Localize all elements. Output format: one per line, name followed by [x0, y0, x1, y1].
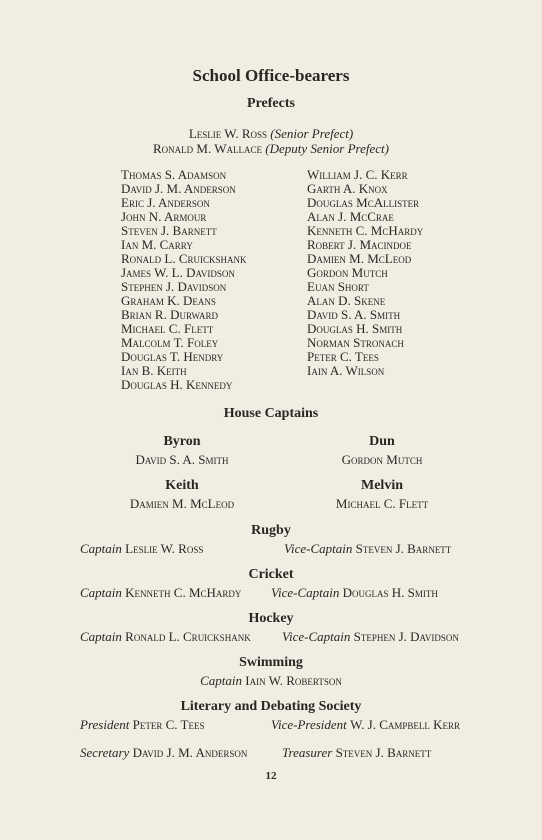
- list-item: Douglas McAllister: [307, 195, 420, 210]
- vice-captain-name: Douglas H. Smith: [342, 585, 438, 600]
- captain-name: Ronald L. Cruickshank: [125, 629, 251, 644]
- hockey-captain: [80, 629, 251, 645]
- house-name: Dun: [369, 434, 395, 449]
- list-item: Graham K. Deans: [121, 293, 216, 308]
- list-item: Brian R. Durward: [121, 307, 218, 322]
- vice-captain-label: Vice-Captain: [284, 541, 353, 556]
- list-item: Douglas H. Kennedy: [121, 377, 233, 392]
- rugby-captain: [80, 541, 203, 557]
- list-item: Steven J. Barnett: [121, 223, 217, 238]
- captain-label: Captain: [80, 629, 122, 644]
- list-item: Kenneth C. McHardy: [307, 223, 424, 238]
- house-captain-name: Gordon Mutch: [341, 452, 423, 467]
- list-item: James W. L. Davidson: [121, 265, 235, 280]
- list-item: Michael C. Flett: [121, 321, 214, 336]
- list-item: Ian B. Keith: [121, 363, 187, 378]
- list-item: Thomas S. Adamson: [121, 167, 227, 182]
- vice-president-name: W. J. Campbell Kerr: [350, 717, 461, 732]
- treasurer-label: Treasurer: [282, 745, 333, 760]
- deputy-prefect-name: Ronald M. Wallace: [153, 141, 263, 156]
- list-item: Douglas H. Smith: [307, 321, 403, 336]
- house-name: Melvin: [361, 478, 403, 493]
- vice-president-label: Vice-President: [271, 717, 347, 732]
- list-item: David S. A. Smith: [307, 307, 401, 322]
- prefects-left-column: [121, 168, 247, 392]
- list-item: Eric J. Anderson: [121, 195, 210, 210]
- list-item: Ronald L. Cruickshank: [121, 251, 247, 266]
- list-item: Euan Short: [307, 279, 369, 294]
- house-name: Keith: [165, 478, 199, 493]
- senior-prefect-line: [0, 126, 542, 142]
- deputy-prefect-line: [0, 141, 542, 157]
- page-title: School Office-bearers: [192, 66, 350, 85]
- treasurer-name: Steven J. Barnett: [335, 745, 432, 760]
- list-item: Iain A. Wilson: [307, 363, 385, 378]
- list-item: Peter C. Tees: [307, 349, 379, 364]
- house-captain-name: Damien M. McLeod: [129, 496, 235, 511]
- deputy-prefect-role: (Deputy Senior Prefect): [265, 141, 389, 156]
- list-item: Robert J. Macindoe: [307, 237, 412, 252]
- rugby-heading: Rugby: [251, 523, 291, 538]
- captain-label: Captain: [200, 673, 243, 688]
- president-label: President: [80, 717, 130, 732]
- list-item: William J. C. Kerr: [307, 167, 408, 182]
- secretary-name: David J. M. Anderson: [132, 745, 248, 760]
- rugby-vice-captain: [284, 541, 451, 557]
- page-number: 12: [265, 770, 277, 782]
- debating-president: [80, 717, 204, 733]
- list-item: Ian M. Carry: [121, 237, 193, 252]
- list-item: Alan J. McCrae: [307, 209, 394, 224]
- prefects-right-column: [307, 168, 423, 378]
- cricket-vice-captain: [271, 585, 438, 601]
- cricket-heading: Cricket: [248, 567, 294, 582]
- list-item: Alan D. Skene: [307, 293, 386, 308]
- vice-captain-name: Steven J. Barnett: [355, 541, 452, 556]
- swimming-heading: Swimming: [239, 655, 303, 670]
- captain-name: Iain W. Robertson: [245, 673, 342, 688]
- debating-secretary: [80, 745, 247, 761]
- debating-treasurer: [282, 745, 431, 761]
- list-item: Stephen J. Davidson: [121, 279, 227, 294]
- cricket-captain: [80, 585, 241, 601]
- debating-vice-president: [271, 717, 471, 732]
- captain-label: Captain: [80, 541, 122, 556]
- prefects-heading: Prefects: [247, 96, 295, 111]
- house-captain-name: Michael C. Flett: [335, 496, 429, 511]
- captain-label: Captain: [80, 585, 122, 600]
- list-item: Gordon Mutch: [307, 265, 388, 280]
- list-item: Damien M. McLeod: [307, 251, 412, 266]
- list-item: Douglas T. Hendry: [121, 349, 224, 364]
- house-name: Byron: [163, 434, 201, 449]
- secretary-label: Secretary: [80, 745, 130, 760]
- captain-name: Leslie W. Ross: [125, 541, 204, 556]
- vice-captain-label: Vice-Captain: [282, 629, 351, 644]
- hockey-heading: Hockey: [248, 611, 294, 626]
- vice-captain-name: Stephen J. Davidson: [353, 629, 459, 644]
- house-captain-name: David S. A. Smith: [135, 452, 229, 467]
- president-name: Peter C. Tees: [132, 717, 205, 732]
- list-item: John N. Armour: [121, 209, 207, 224]
- list-item: Malcolm T. Foley: [121, 335, 219, 350]
- senior-prefect-name: Leslie W. Ross: [188, 126, 268, 141]
- hockey-vice-captain: [282, 629, 459, 645]
- senior-prefect-role: (Senior Prefect): [270, 126, 354, 141]
- swimming-captain: [0, 673, 542, 689]
- debating-heading: Literary and Debating Society: [180, 699, 362, 714]
- list-item: Norman Stronach: [307, 335, 404, 350]
- captain-name: Kenneth C. McHardy: [125, 585, 242, 600]
- house-captains-heading: House Captains: [223, 406, 319, 421]
- list-item: Garth A. Knox: [307, 181, 388, 196]
- vice-captain-label: Vice-Captain: [271, 585, 340, 600]
- list-item: David J. M. Anderson: [121, 181, 236, 196]
